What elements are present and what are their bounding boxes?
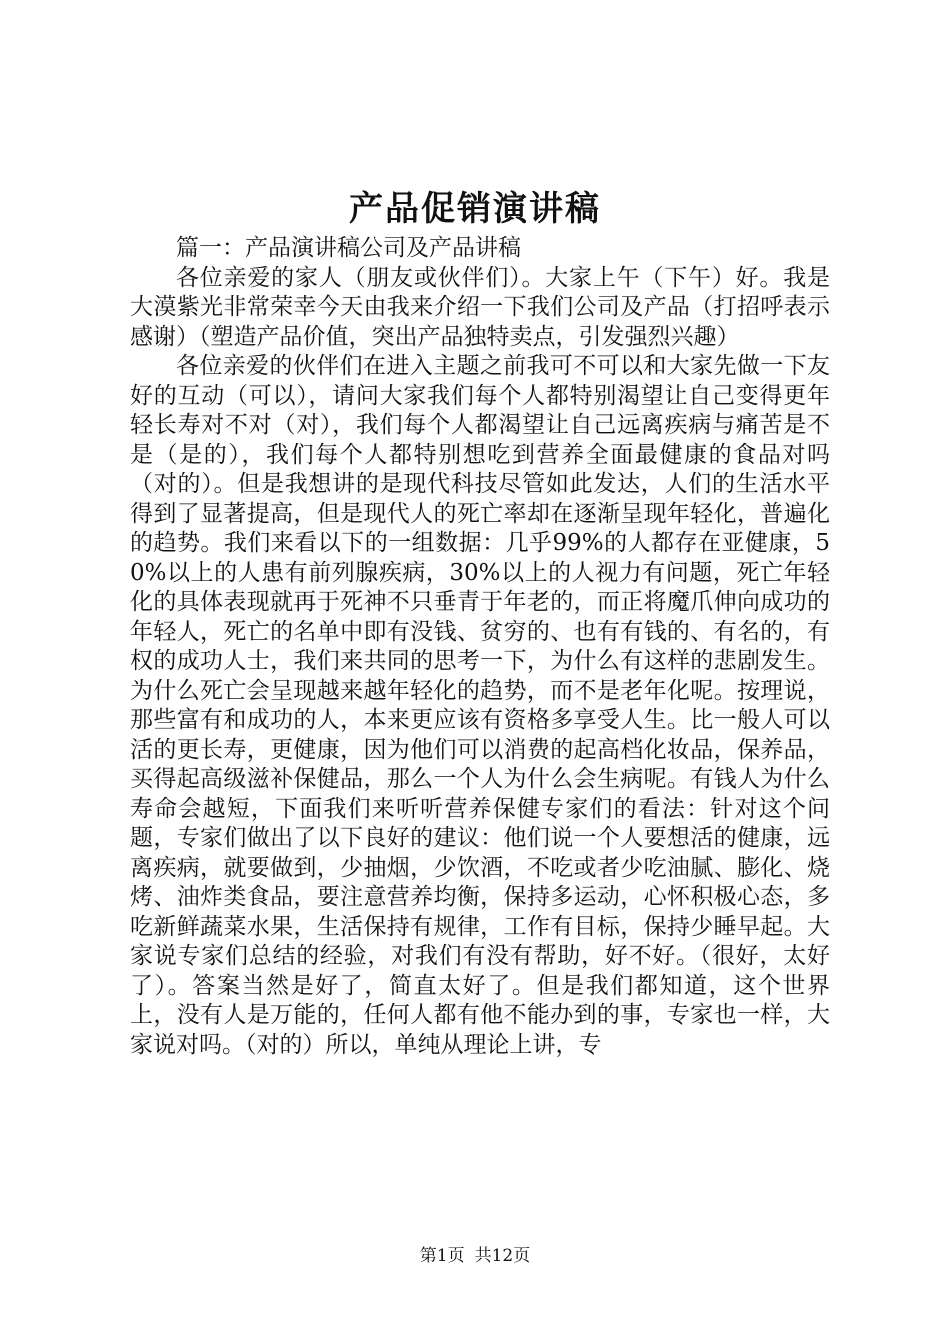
body-paragraph: 各位亲爱的家人（朋友或伙伴们）。大家上午（下午）好。我是大漠紫光非常荣幸今天由我来介绍一下我们公司及产品（打招呼表示感谢）（塑造产品价值，突出产品独特卖点，引发强烈兴趣）	[130, 264, 830, 350]
page-footer	[0, 1244, 950, 1268]
page-number: 第1页	[419, 1246, 465, 1266]
body-paragraph: 各位亲爱的伙伴们在进入主题之前我可不可以和大家先做一下友好的互动（可以），请问大家我们每个人都特别渴望让自己变得更年轻长寿对不对（对），我们每个人都渴望让自己远离疾病与痛苦是不是（是的），我们每个人都特别想吃到营养全面最健康的食品对吗（对的）。但是我想讲的是现代科技尽管如此发达，人们的生活水平得到了显著提高，但是现代人的死亡率却在逐渐呈现年轻化，普遍化的趋势。我们来看以下的一组数据：几乎99%的人都存在亚健康，50%以上的人患有前列腺疾病，30%以上的人视力有问题，死亡年轻化的具体表现就再于死神不只垂青于年老的，而正将魔爪伸向成功的年轻人，死亡的名单中即有没钱、贫穷的、也有有钱的、有名的，有权的成功人士，我们来共同的思考一下，为什么有这样的悲剧发生。为什么死亡会呈现越来越年轻化的趋势，而不是老年化呢。按理说，那些富有和成功的人，本来更应该有资格多享受人生。比一般人可以活的更长寿，更健康，因为他们可以消费的起高档化妆品，保养品，买得起高级滋补保健品，那么一个人为什么会生病呢。有钱人为什么寿命会越短，下面我们来听听营养保健专家们的看法：针对这个问题，专家们做出了以下良好的建议：他们说一个人要想活的健康，远离疾病，就要做到，少抽烟，少饮酒，不吃或者少吃油腻、膨化、烧烤、油炸类食品，要注意营养均衡，保持多运动，心怀积极心态，多吃新鲜蔬菜水果，生活保持有规律，工作有目标，保持少睡早起。大家说专家们总结的经验，对我们有没有帮助，好不好。（很好，太好了）。答案当然是好了，简直太好了。但是我们都知道，这个世界上，没有人是万能的，任何人都有他不能办到的事，专家也一样，大家说对吗。（对的）所以，单纯从理论上讲，专	[130, 353, 830, 1058]
document-body	[130, 234, 830, 1060]
page-count: 共12页	[474, 1246, 531, 1266]
document-title: 产品促销演讲稿	[349, 189, 601, 229]
section-heading: 篇一：产品演讲稿公司及产品讲稿	[176, 235, 521, 261]
